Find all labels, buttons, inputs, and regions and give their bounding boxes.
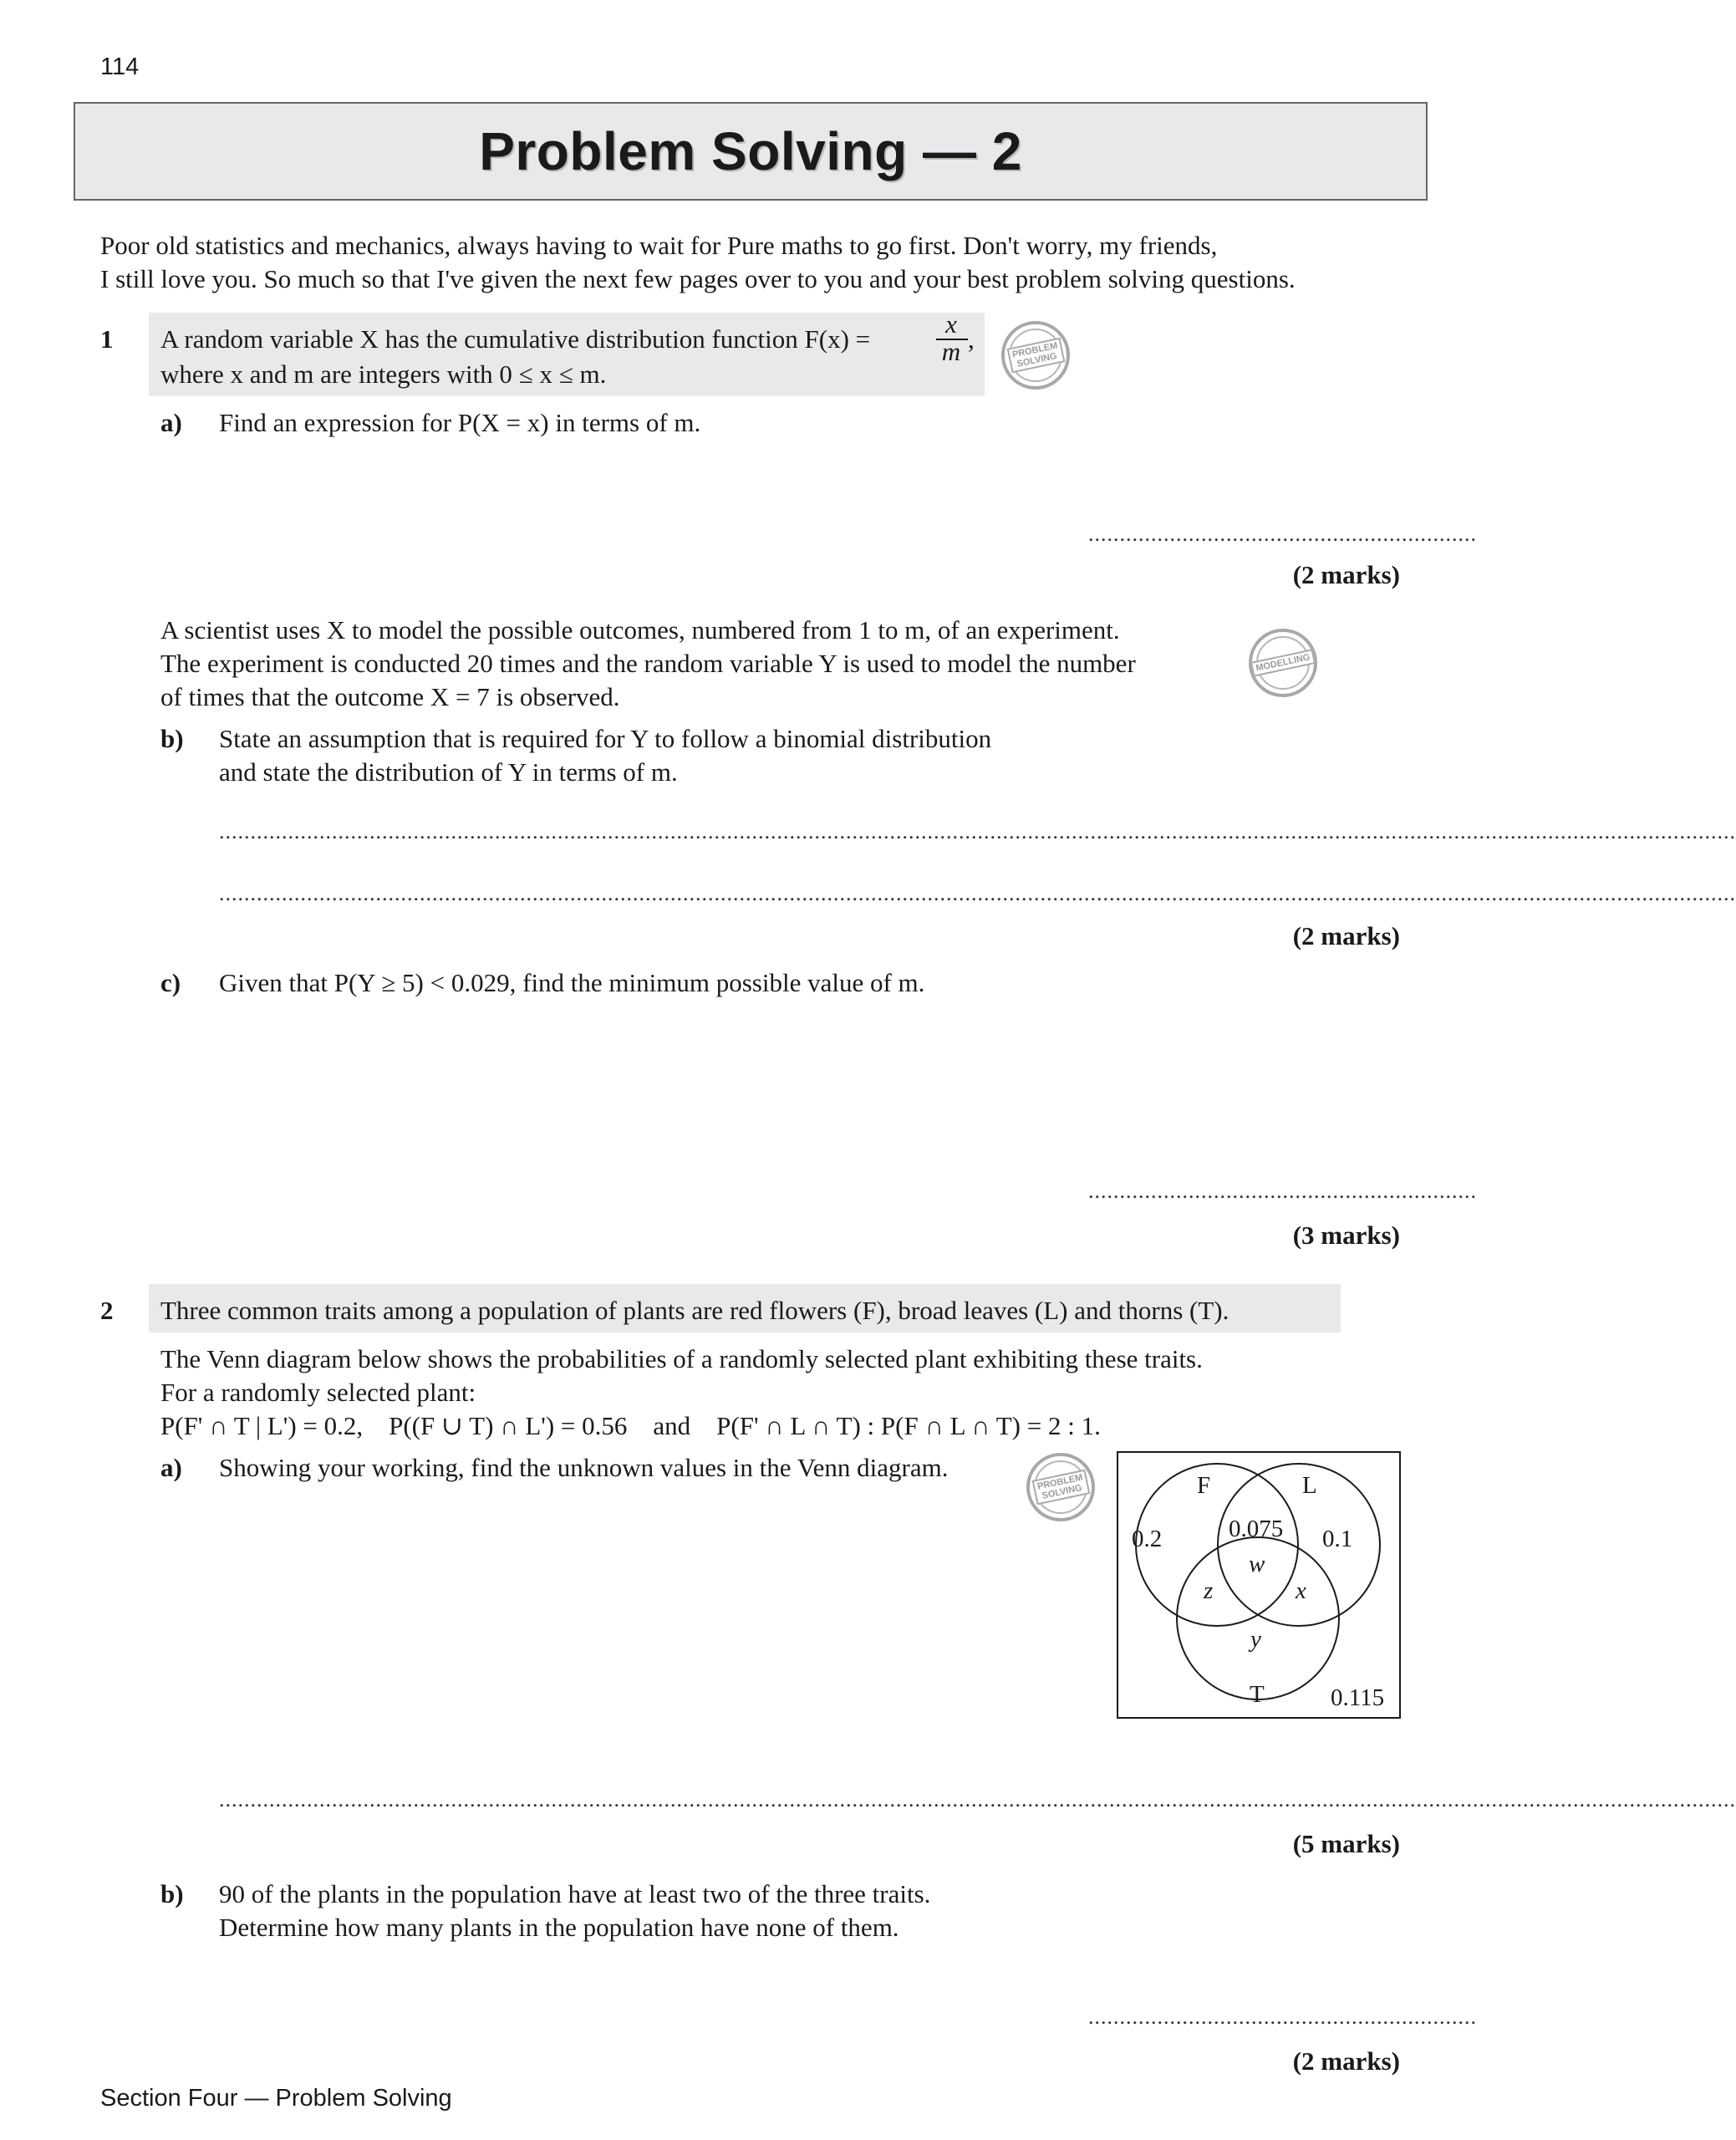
q2-line-1: The Venn diagram below shows the probabilities of a randomly selected plant exhibiting these traits.: [160, 1344, 1203, 1373]
venn-universe-box: [1117, 1452, 1400, 1718]
venn-label-f: F: [1197, 1472, 1211, 1499]
venn-label-t: T: [1250, 1681, 1265, 1708]
venn-label-l: L: [1302, 1472, 1317, 1499]
problem-solving-stamp-icon: PROBLEM SOLVING: [1026, 1453, 1095, 1521]
q1c-text: Given that P(Y ≥ 5) < 0.029, find the minimum possible value of m.: [219, 968, 925, 997]
footer: Section Four — Problem Solving: [100, 2085, 452, 2112]
modelling-stamp-icon: MODELLING: [1249, 629, 1317, 697]
q1b-label: b): [160, 724, 184, 753]
intro-line-2: I still love you. So much so that I've given the next few pages over to you and your best problem solving questions.: [100, 264, 1296, 293]
q1-stem-line-1: A random variable X has the cumulative distribution function F(x) =: [160, 324, 871, 354]
intro-line-1: Poor old statistics and mechanics, always having to wait for Pure maths to go first. Don't worry, my friends,: [100, 231, 1218, 260]
q2-number: 2: [100, 1296, 114, 1325]
venn-value-fl-only: 0.075: [1229, 1516, 1284, 1542]
q1-context-line-1: A scientist uses X to model the possible outcomes, numbered from 1 to m, of an experiment.: [160, 615, 1120, 645]
venn-value-flt: w: [1249, 1551, 1265, 1577]
q2b-line-2: Determine how many plants in the population have none of them.: [219, 1913, 899, 1942]
q1a-text: Find an expression for P(X = x) in terms of m.: [219, 408, 701, 437]
page-title: Problem Solving — 2: [479, 121, 1022, 181]
problem-solving-stamp-icon: PROBLEM SOLVING: [1001, 321, 1070, 390]
q1b-answer-line-2[interactable]: ..................................................................................................................................................................................................................................................: [219, 881, 1736, 905]
q1b-line-2: and state the distribution of Y in terms of m.: [219, 757, 678, 787]
venn-diagram: [1117, 1451, 1401, 1719]
q2b-label: b): [160, 1879, 184, 1908]
q2b-line-1: 90 of the plants in the population have at least two of the three traits.: [219, 1879, 931, 1908]
q1a-label: a): [160, 408, 182, 437]
q1-context-line-2: The experiment is conducted 20 times and the random variable Y is used to model the number: [160, 649, 1136, 678]
venn-value-lt-only: x: [1296, 1577, 1306, 1604]
q2a-marks: (5 marks): [1292, 1829, 1400, 1858]
venn-value-l-only: 0.1: [1322, 1526, 1353, 1552]
q2a-label: a): [160, 1453, 182, 1482]
q1-context-line-3: of times that the outcome X = 7 is observed.: [160, 682, 620, 711]
q1b-line-1: State an assumption that is required for Y to follow a binomial distribution: [219, 724, 992, 753]
venn-value-outside: 0.115: [1331, 1684, 1385, 1711]
q1-number: 1: [100, 324, 114, 354]
q2-stem: Three common traits among a population of plants are red flowers (F), broad leaves (L) and thorns (T).: [160, 1296, 1229, 1325]
q2a-text: Showing your working, find the unknown values in the Venn diagram.: [219, 1453, 949, 1482]
q2b-answer-line[interactable]: ..............................................................: [1088, 2005, 1477, 2029]
q1-frac-comma: ,: [968, 324, 975, 354]
venn-value-t-only: y: [1250, 1626, 1261, 1653]
q1c-label: c): [160, 968, 181, 997]
q1c-answer-line[interactable]: ..............................................................: [1088, 1179, 1477, 1203]
q1-frac-denominator: m: [941, 337, 961, 366]
venn-value-ft-only: z: [1204, 1577, 1214, 1604]
q1a-answer-line[interactable]: ..............................................................: [1088, 522, 1477, 546]
venn-value-f-only: 0.2: [1132, 1526, 1163, 1552]
title-banner: [74, 102, 1428, 201]
q2b-marks: (2 marks): [1292, 2046, 1400, 2076]
q1b-marks: (2 marks): [1292, 921, 1400, 950]
q1-stem-line-2: where x and m are integers with 0 ≤ x ≤ m.: [160, 359, 607, 389]
q1a-marks: (2 marks): [1292, 560, 1400, 589]
q2-line-3: P(F' ∩ T | L') = 0.2, P((F ∪ T) ∩ L') = 0.56 and P(F' ∩ L ∩ T) : P(F ∩ L ∩ T) = 2 : 1.: [160, 1411, 1101, 1440]
page-number: 114: [100, 54, 140, 80]
q1b-answer-line-1[interactable]: ..................................................................................................................................................................................................................................................: [219, 819, 1736, 843]
q2a-answer-line[interactable]: ..................................................................................................................................................................................................................................................: [219, 1787, 1736, 1811]
venn-diagram-svg: [1117, 1451, 1401, 1719]
q2-line-2: For a randomly selected plant:: [160, 1378, 476, 1407]
q1-frac-numerator: x: [945, 309, 957, 339]
q1c-marks: (3 marks): [1292, 1220, 1400, 1250]
